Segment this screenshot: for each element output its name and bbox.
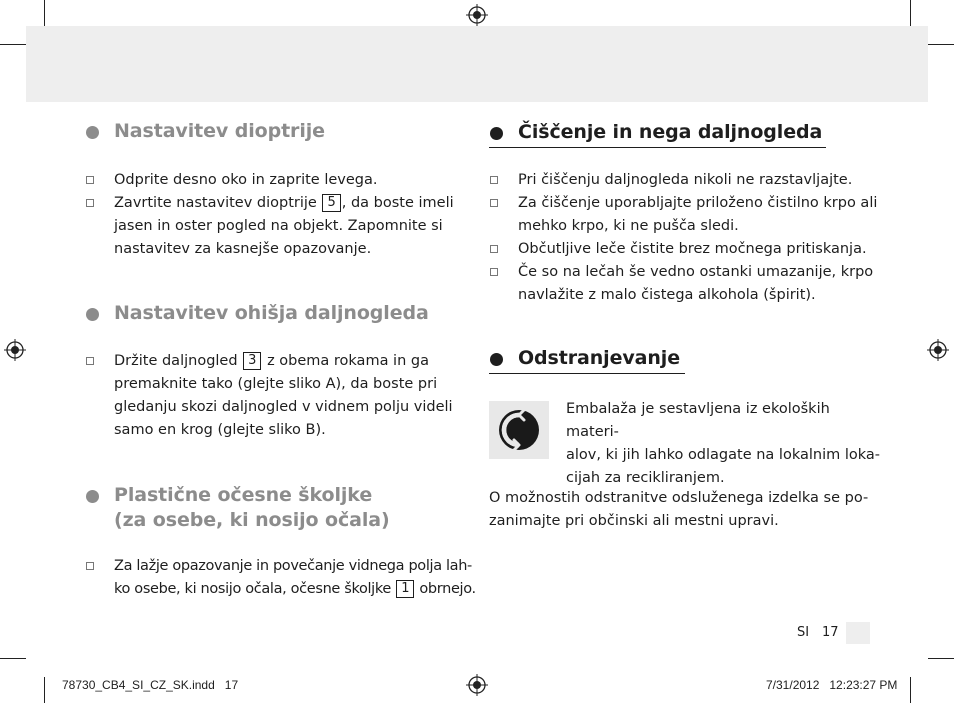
recycling-logo-box bbox=[489, 401, 549, 459]
print-timestamp: 7/31/2012 12:23:27 PM bbox=[766, 678, 898, 692]
section-heading-disposal: Odstranjevanje bbox=[518, 347, 680, 369]
section-heading-cleaning: Čiščenje in nega daljnogleda bbox=[518, 121, 823, 143]
list-item: Držite daljnogled 3 z obema rokama in ga premaknite tako (glejte sliko A), da boste pri gledanju skozi daljnogled v vidnem polju videli samo en krog (glejte sliko B). bbox=[85, 350, 465, 442]
part-number-badge: 3 bbox=[243, 352, 261, 370]
section-bullet bbox=[86, 308, 99, 321]
checkbox-bullet bbox=[86, 562, 94, 570]
list-item: Odprite desno oko in zaprite levega. bbox=[85, 169, 465, 192]
checkbox-bullet bbox=[490, 176, 498, 184]
list-item: Pri čiščenju daljnogleda nikoli ne razstavljajte. bbox=[489, 169, 879, 192]
checkbox-bullet bbox=[86, 199, 94, 207]
list-item: Zavrtite nastavitev dioptrije 5 , da boste imeli jasen in oster pogled na objekt. Zapomnite si nastavitev za kasnejše opazovanje. bbox=[85, 192, 465, 261]
diopter-list bbox=[85, 169, 465, 261]
registration-mark-icon bbox=[927, 339, 949, 361]
checkbox-bullet bbox=[86, 357, 94, 365]
crop-mark bbox=[44, 677, 45, 703]
list-item: Za čiščenje uporabljajte priloženo čistilno krpo ali mehko krpo, ki ne pušča sledi. bbox=[489, 192, 879, 238]
crop-mark bbox=[0, 658, 26, 659]
section-bullet bbox=[86, 126, 99, 139]
page-tab bbox=[846, 622, 870, 644]
registration-mark-icon bbox=[4, 339, 26, 361]
crop-mark bbox=[928, 658, 954, 659]
housing-list bbox=[85, 350, 465, 442]
part-number-badge: 5 bbox=[322, 194, 340, 212]
list-item: Če so na lečah še vedno ostanki umazanije, krpo navlažite z malo čistega alkohola (špirit). bbox=[489, 261, 879, 307]
packaging-text: Embalaža je sestavljena iz ekoloških materi- alov, ki jih lahko odlagate na lokalnim loka- cijah za recikliranjem. bbox=[566, 401, 880, 486]
page-number: 17 bbox=[822, 625, 839, 640]
checkbox-bullet bbox=[86, 176, 94, 184]
section-heading-diopter: Nastavitev dioptrije bbox=[114, 120, 325, 142]
section-heading-eyecups-line2: (za osebe, ki nosijo očala) bbox=[114, 509, 390, 531]
section-bullet bbox=[490, 353, 503, 366]
file-slug: 78730_CB4_SI_CZ_SK.indd 17 bbox=[62, 678, 239, 692]
checkbox-bullet bbox=[490, 268, 498, 276]
crop-mark bbox=[44, 0, 45, 26]
section-bullet bbox=[86, 490, 99, 503]
checkbox-bullet bbox=[490, 199, 498, 207]
green-dot-recycling-icon bbox=[489, 401, 549, 459]
crop-mark bbox=[910, 0, 911, 26]
heading-underline bbox=[489, 147, 826, 148]
section-heading-housing: Nastavitev ohišja daljnogleda bbox=[114, 302, 429, 324]
heading-underline bbox=[489, 373, 685, 374]
registration-mark-icon bbox=[466, 4, 488, 26]
registration-mark-icon bbox=[466, 674, 488, 696]
crop-mark bbox=[910, 677, 911, 703]
language-code: SI bbox=[797, 625, 810, 640]
section-bullet bbox=[490, 127, 503, 140]
part-number-badge: 1 bbox=[396, 580, 414, 598]
list-item: Za lažje opazovanje in povečanje vidnega polja lah- ko osebe, ki nosijo očala, očesne školjke 1 obrnejo. bbox=[85, 555, 475, 601]
crop-mark bbox=[928, 44, 954, 45]
eyecups-list bbox=[85, 555, 475, 601]
cleaning-list bbox=[489, 169, 879, 307]
list-item: Občutljive leče čistite brez močnega pritiskanja. bbox=[489, 238, 879, 261]
disposal-info-text: O možnostih odstranitve odsluženega izdelka se po- zanimajte pri občinski ali mestni upravi. bbox=[489, 490, 869, 529]
section-heading-eyecups-line1: Plastične očesne školjke bbox=[114, 484, 373, 506]
checkbox-bullet bbox=[490, 245, 498, 253]
crop-mark bbox=[0, 44, 26, 45]
header-band bbox=[26, 26, 928, 102]
